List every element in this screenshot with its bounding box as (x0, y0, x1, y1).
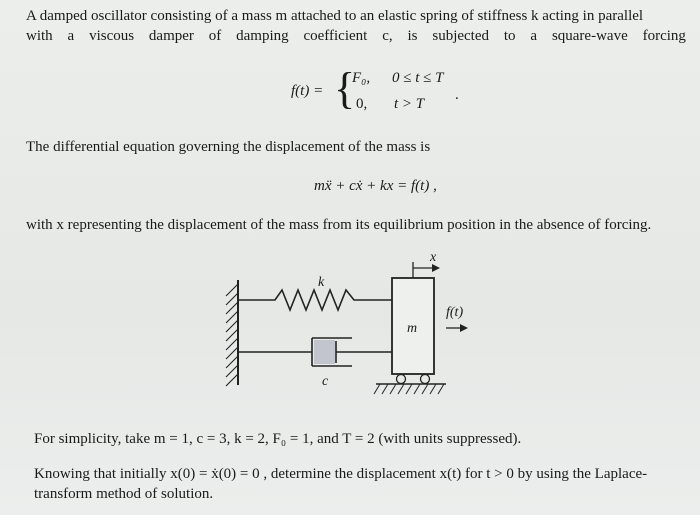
case2-value: 0, (356, 96, 368, 112)
oscillator-diagram (220, 250, 470, 400)
word: subjected (432, 28, 490, 44)
word: with (26, 28, 53, 44)
word: damping (236, 28, 289, 44)
word: of (208, 28, 222, 44)
left-brace: { (334, 64, 356, 113)
wheel (397, 375, 406, 384)
label-m: m (407, 321, 418, 336)
word: c, (382, 28, 393, 44)
word: square-wave (551, 28, 628, 44)
label-x: x (430, 250, 437, 265)
wall-hatch (226, 284, 238, 386)
word: a (67, 28, 75, 44)
case1-condition: 0 ≤ t ≤ T (392, 70, 444, 86)
force-arrowhead (460, 324, 468, 332)
label-k: k (318, 275, 325, 290)
intro-line-1: A damped oscillator consisting of a mass m attached to an elastic spring of stiffness k acting in parallel (26, 8, 644, 24)
simplicity-line: For simplicity, take m = 1, c = 3, k = 2, F₀ = 1, and T = 2 (with units suppressed). (34, 431, 522, 447)
ground-hatch (374, 384, 444, 394)
x-arrowhead (432, 264, 440, 272)
word: viscous (89, 28, 135, 44)
word: forcing (642, 28, 686, 44)
forcing-lhs: f(t) = (291, 83, 324, 99)
x-definition: with x representing the displacement of the mass from its equilibrium position in the absence of forcing. (26, 217, 652, 233)
knowing-line-2: transform method of solution. (34, 486, 214, 502)
damper-fluid (314, 340, 335, 364)
de-equation: mẍ + cẋ + kx = f(t) , (314, 178, 437, 194)
label-f: f(t) (446, 305, 464, 320)
label-c: c (322, 374, 329, 389)
intro-line-2 (26, 27, 686, 45)
wheel (421, 375, 430, 384)
equation-period: . (455, 87, 459, 103)
word: to (503, 28, 516, 44)
de-intro: The differential equation governing the displacement of the mass is (26, 139, 431, 155)
case1-value: F₀, (352, 70, 371, 86)
word: a (530, 28, 538, 44)
spring (238, 290, 392, 310)
case2-condition: t > T (394, 96, 425, 112)
word: coefficient (303, 28, 368, 44)
knowing-line-1: Knowing that initially x(0) = ẋ(0) = 0 , determine the displacement x(t) for t > 0 by using the Laplace- (34, 466, 648, 482)
word: is (407, 28, 418, 44)
word: damper (148, 28, 194, 44)
